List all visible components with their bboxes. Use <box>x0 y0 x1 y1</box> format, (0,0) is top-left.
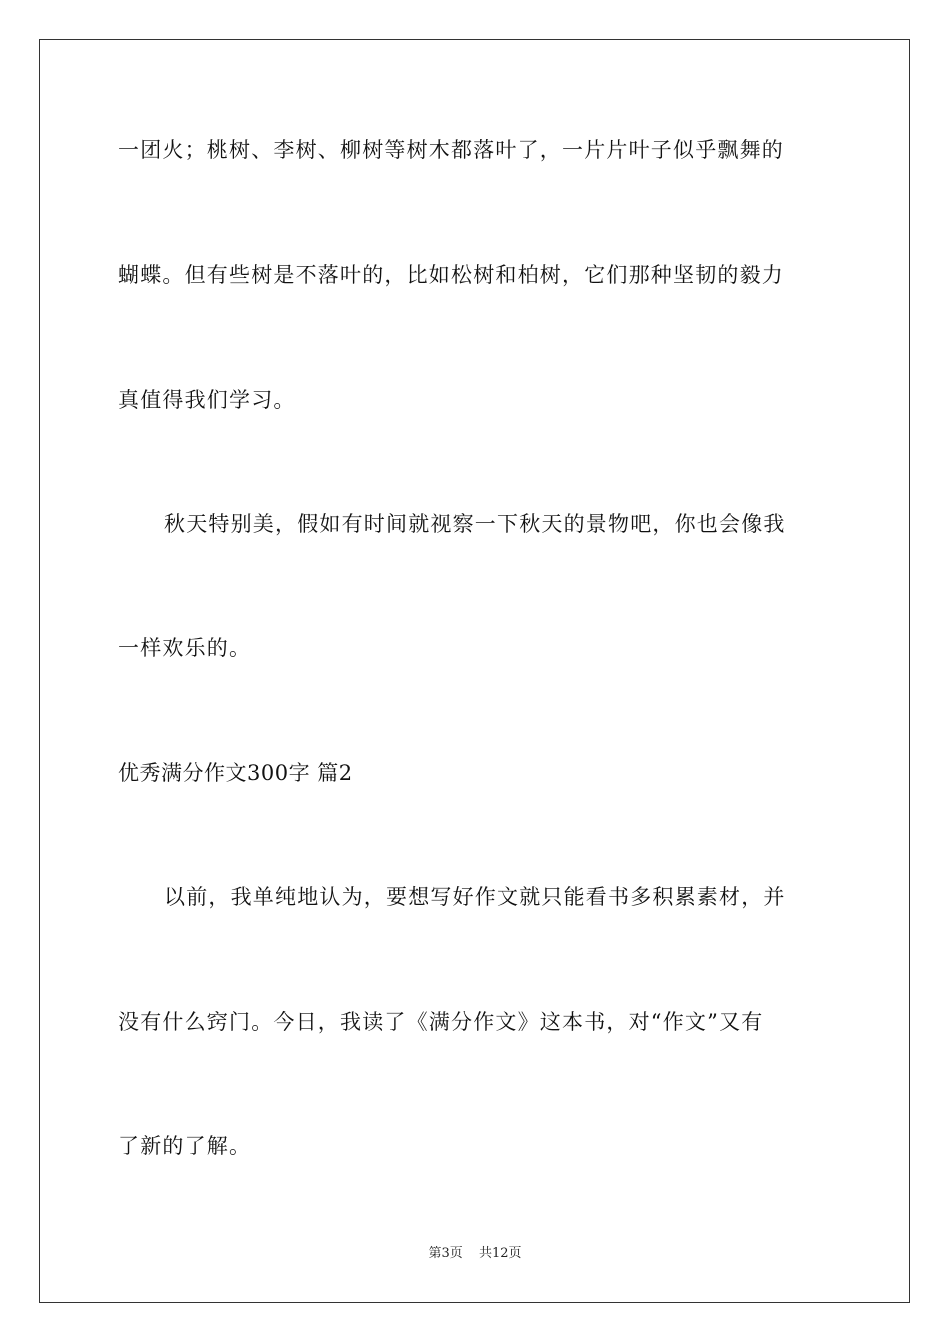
page-number: 第3页 <box>428 1246 463 1261</box>
text-line-4: 秋天特别美，假如有时间就视察一下秋天的景物吧，你也会像我 <box>164 512 786 536</box>
text-line-8: 了新的了解。 <box>118 1134 252 1158</box>
page-frame <box>39 39 910 1303</box>
section-heading: 优秀满分作文300字 篇2 <box>118 761 353 785</box>
text-line-2: 蝴蝶。但有些树是不落叶的，比如松树和柏树，它们那种坚韧的毅力 <box>118 263 784 287</box>
text-line-3: 真值得我们学习。 <box>118 388 296 412</box>
text-line-1: 一团火；桃树、李树、柳树等树木都落叶了，一片片叶子似乎飘舞的 <box>118 138 784 162</box>
page-total: 共12页 <box>478 1246 522 1261</box>
text-line-5: 一样欢乐的。 <box>118 636 252 660</box>
page-footer <box>0 1245 950 1263</box>
text-line-7: 没有什么窍门。今日，我读了《满分作文》这本书，对“作文”又有 <box>118 1010 764 1034</box>
text-line-6: 以前，我单纯地认为，要想写好作文就只能看书多积累素材，并 <box>164 885 786 909</box>
